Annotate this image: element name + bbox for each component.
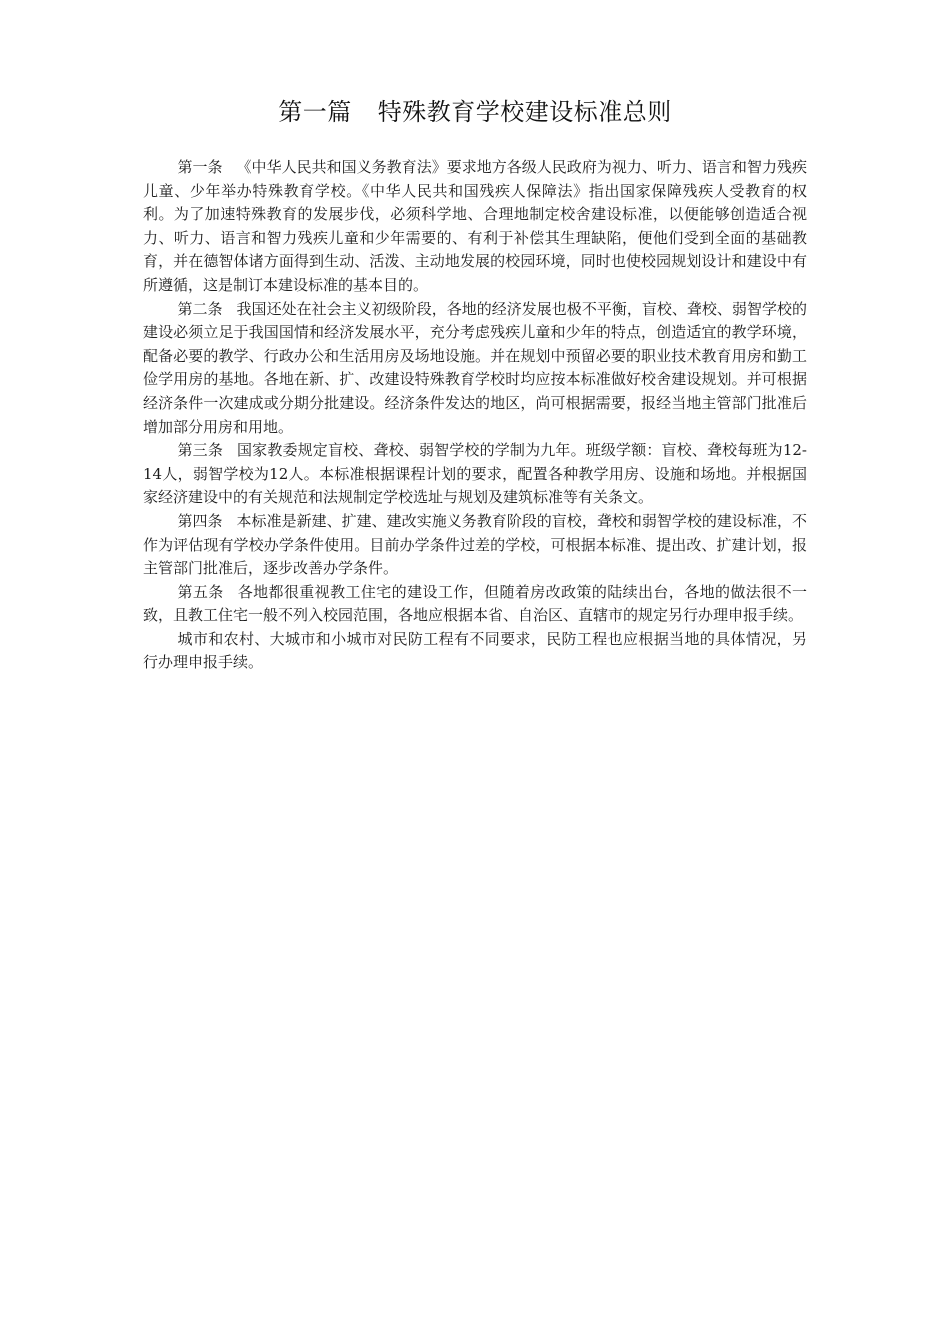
document-body bbox=[143, 156, 807, 675]
article-number: 第二条 bbox=[177, 299, 223, 318]
article-text: 城市和农村、大城市和小城市对民防工程有不同要求，民防工程也应根据当地的具体情况，另行办理申报手续。 bbox=[143, 629, 807, 672]
paragraph-article-5 bbox=[143, 581, 807, 628]
paragraph-article-3 bbox=[143, 439, 807, 510]
title-main: 特殊教育学校建设标准总则 bbox=[377, 98, 672, 126]
article-number: 第四条 bbox=[177, 511, 223, 530]
article-text: 国家教委规定盲校、聋校、弱智学校的学制为九年。班级学额：盲校、聋校每班为12-14人，弱智学校为12人。本标准根据课程计划的要求，配置各种教学用房、设施和场地。并根据国家经济建设中的有关规范和法规制定学校选址与规划及建筑标准等有关条文。 bbox=[143, 441, 807, 507]
article-text: 各地都很重视教工住宅的建设工作，但随着房改政策的陆续出台，各地的做法很不一致，且教工住宅一般不列入校园范围，各地应根据本省、自治区、直辖市的规定另行办理申报手续。 bbox=[143, 582, 807, 625]
title-part: 第一篇 bbox=[278, 98, 352, 126]
paragraph-article-2 bbox=[143, 298, 807, 440]
article-text: 《中华人民共和国义务教育法》要求地方各级人民政府为视力、听力、语言和智力残疾儿童、少年举办特殊教育学校。《中华人民共和国残疾人保障法》指出国家保障残疾人受教育的权利。为了加速特殊教育的发展步伐，必须科学地、合理地制定校舍建设标准，以便能够创造适合视力、听力、语言和智力残疾儿童和少年需要的、有利于补偿其生理缺陷，便他们受到全面的基础教育，并在德智体诸方面得到生动、活泼、主动地发展的校园环境，同时也使校园规划设计和建设中有所遵循，这是制订本建设标准的基本目的。 bbox=[143, 158, 807, 294]
article-number: 第五条 bbox=[177, 582, 224, 601]
article-text: 本标准是新建、扩建、建改实施义务教育阶段的盲校，聋校和弱智学校的建设标准，不作为评估现有学校办学条件使用。目前办学条件过差的学校，可根据本标准、提出改、扩建计划，报主管部门批准后，逐步改善办学条件。 bbox=[143, 511, 807, 578]
paragraph-article-1 bbox=[143, 156, 807, 298]
article-text: 我国还处在社会主义初级阶段，各地的经济发展也极不平衡，盲校、聋校、弱智学校的建设必须立足于我国国情和经济发展水平，充分考虑残疾儿童和少年的特点，创造适宜的教学环境，配备必要的教学、行政办公和生活用房及场地设施。并在规划中预留必要的职业技术教育用房和勤工俭学用房的基地。各地在新、扩、改建设特殊教育学校时均应按本标准做好校舍建设规划。并可根据经济条件一次建成或分期分批建设。经济条件发达的地区，尚可根据需要，报经当地主管部门批准后增加部分用房和用地。 bbox=[143, 299, 807, 436]
paragraph-article-4 bbox=[143, 510, 807, 581]
page-title bbox=[0, 96, 950, 128]
article-number: 第三条 bbox=[177, 441, 223, 460]
article-number: 第一条 bbox=[177, 158, 223, 176]
paragraph-civil-defense bbox=[143, 628, 807, 675]
